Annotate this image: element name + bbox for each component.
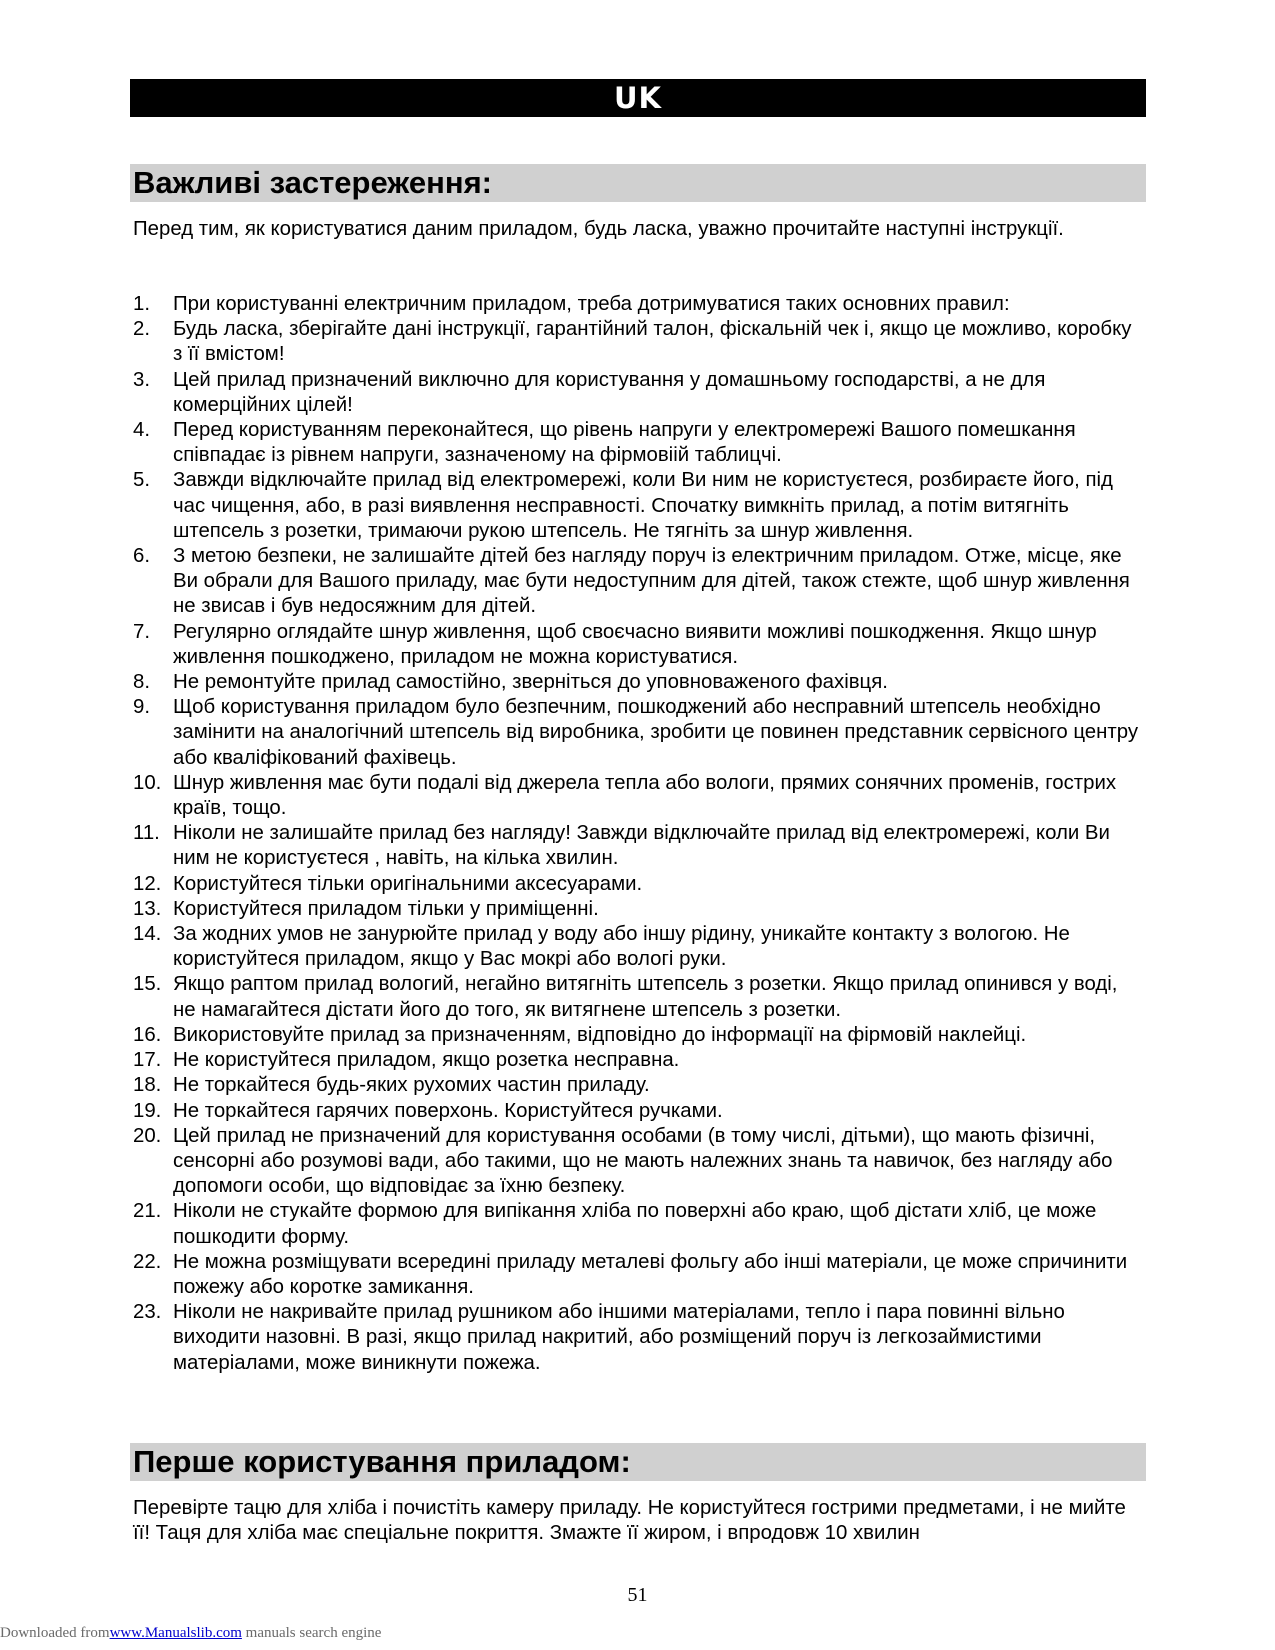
footer-prefix: Downloaded from xyxy=(0,1625,110,1641)
list-item-text: Не торкайтеся будь-яких рухомих частин приладу. xyxy=(173,1074,650,1097)
list-item xyxy=(133,1124,1145,1200)
list-item-text: Регулярно оглядайте шнур живлення, щоб своєчасно виявити можливі пошкодження. Якщо шнур живлення пошкоджено, приладом не можна користуватися. xyxy=(173,620,1097,668)
list-item-number: 10. xyxy=(133,771,162,794)
list-item-number: 6. xyxy=(133,545,151,568)
list-item-text: Не користуйтеся приладом, якщо розетка несправна. xyxy=(173,1049,680,1072)
list-item-number: 22. xyxy=(133,1250,162,1273)
section-heading-warnings: Важливі застереження: xyxy=(130,164,1146,202)
list-item-text: Ніколи не накривайте прилад рушником або іншими матеріалами, тепло і пара повинні вільно виходити назовні. В разі, якщо прилад накритий, або розміщений поруч із легкозаймистими матеріалами, може виникнути пожежа. xyxy=(173,1301,1065,1374)
list-item-number: 21. xyxy=(133,1200,162,1223)
list-item-number: 20. xyxy=(133,1124,162,1147)
footer-suffix: manuals search engine xyxy=(241,1625,382,1641)
manualslib-link[interactable]: www.Manualslib.com xyxy=(109,1625,242,1641)
list-item-number: 4. xyxy=(133,419,151,442)
list-item xyxy=(133,544,1145,620)
list-item-text: Шнур живлення має бути подалі від джерела тепла або вологи, прямих сонячних променів, гострих країв, тощо. xyxy=(173,771,1117,820)
list-item-text: Будь ласка, зберігайте дані інструкції, гарантійний талон, фіскальній чек і, якщо це можливо, коробку з її вмістом! xyxy=(173,318,1132,366)
list-item xyxy=(133,1250,1145,1300)
list-item-text: З метою безпеки, не залишайте дітей без нагляду поруч із електричним приладом. Отже, місце, яке Ви обрали для Вашого приладу, має бути недоступним для дітей, також стежте, щоб шнур живлення не звисав і був недосяжним для дітей. xyxy=(173,545,1130,618)
list-item-text: Не торкайтеся гарячих поверхонь. Користуйтеся ручками. xyxy=(173,1099,723,1122)
list-item-number: 11. xyxy=(133,822,160,845)
list-item-text: Ніколи не стукайте формою для випікання хліба по поверхні або краю, щоб дістати хліб, це може пошкодити форму. xyxy=(173,1200,1097,1248)
list-item xyxy=(133,897,1145,922)
page-number: 51 xyxy=(627,1584,648,1606)
list-item xyxy=(133,922,1145,972)
list-item xyxy=(133,368,1145,418)
list-item-number: 7. xyxy=(133,620,151,643)
list-item-number: 9. xyxy=(133,696,151,719)
warnings-intro: Перед тим, як користуватися даним приладом, будь ласка, уважно прочитайте наступні інструкції. xyxy=(133,218,1064,240)
list-item xyxy=(133,1048,1145,1073)
list-item-text: Не ремонтуйте прилад самостійно, зверніться до уповноваженого фахівця. xyxy=(173,671,888,694)
list-item-text: Якщо раптом прилад вологий, негайно витягніть штепсель з розетки. Якщо прилад опинився у воді, не намагайтеся дістати його до того, як витягнене штепсель з розетки. xyxy=(173,973,1118,1021)
list-item-text: Не можна розміщувати всередині приладу металеві фольгу або інші матеріали, це може спричинити пожежу або коротке замикання. xyxy=(173,1250,1128,1298)
list-item-text: Перед користуванням переконайтеся, що рівень напруги у електромережі Вашого помешкання співпадає із рівнем напруги, зазначеному на фірмовіій таблицчі. xyxy=(173,419,1076,467)
list-item xyxy=(133,670,1145,695)
list-item xyxy=(133,418,1145,468)
list-item xyxy=(133,821,1145,871)
language-header-bar xyxy=(130,79,1146,117)
list-item-text: Цей прилад призначений виключно для користування у домашньому господарстві, а не для комерційних цілей! xyxy=(173,368,1046,416)
list-item xyxy=(133,695,1145,771)
list-item-text: Цей прилад не призначений для користування особами (в тому числі, дітьми), що мають фізичні, сенсорні або розумові вади, або такими, що не мають належних знань та навичок, без нагляду або допомоги особи, що відповідає за їхню безпеку. xyxy=(173,1124,1113,1198)
list-item-text: Щоб користування приладом було безпечним, пошкоджений або несправний штепсель необхідно замінити на аналогічний штепсель від виробника, зробити це повинен представник сервісного центру або кваліфікований фахівець. xyxy=(173,696,1139,769)
list-item-text: При користуванні електричним приладом, треба дотримуватися таких основних правил: xyxy=(173,293,1010,315)
list-item-number: 13. xyxy=(133,897,162,920)
list-item-number: 16. xyxy=(133,1023,162,1046)
list-item xyxy=(133,317,1145,367)
warnings-list xyxy=(133,292,1145,1376)
list-item-number: 17. xyxy=(133,1049,162,1072)
list-item xyxy=(133,872,1145,897)
list-item-number: 5. xyxy=(133,469,151,492)
list-item xyxy=(133,1300,1145,1376)
list-item-text: За жодних умов не занурюйте прилад у воду або іншу рідину, уникайте контакту з вологою. Не користуйтеся приладом, якщо у Вас мокрі або вологі руки. xyxy=(173,923,1070,971)
section-heading-first-use: Перше користування приладом: xyxy=(130,1443,1146,1481)
list-item-text: Ніколи не залишайте прилад без нагляду! Завжди відключайте прилад від електромережі, коли Ви ним не користуєтеся , навіть, на кілька хвилин. xyxy=(173,822,1110,870)
list-item xyxy=(133,972,1145,1022)
list-item-number: 3. xyxy=(133,368,151,391)
list-item-number: 15. xyxy=(133,973,162,996)
list-item xyxy=(133,292,1145,317)
list-item-number: 12. xyxy=(133,872,162,895)
list-item-text: Користуйтеся приладом тільки у приміщенні. xyxy=(173,897,599,920)
list-item xyxy=(133,1099,1145,1124)
language-code: UK xyxy=(613,81,663,115)
download-footer xyxy=(0,1625,381,1642)
list-item-number: 23. xyxy=(133,1301,162,1324)
list-item-number: 8. xyxy=(133,671,151,694)
list-item xyxy=(133,1073,1145,1098)
list-item-text: Завжди відключайте прилад від електромережі, коли Ви ним не користуєтеся, розбираєте його, під час чищення, або, в разі виявлення несправності. Спочатку вимкніть прилад, а потім витягніть штепсель з розетки, тримаючи рукою штепсель. Не тягніть за шнур живлення. xyxy=(173,469,1113,542)
first-use-paragraph: Перевірте тацю для хліба і почистіть камеру приладу. Не користуйтеся гострими предметами, і не мийте її! Таця для хліба має спеціальне покриття. Змажте її жиром, і впродовж 10 хвилин xyxy=(133,1497,1126,1545)
list-item-number: 14. xyxy=(133,923,162,946)
list-item xyxy=(133,468,1145,544)
list-item-number: 18. xyxy=(133,1074,162,1097)
list-item-number: 1. xyxy=(133,293,151,315)
list-item xyxy=(133,620,1145,670)
list-item-text: Використовуйте прилад за призначенням, відповідно до інформації на фірмовій наклейці. xyxy=(173,1023,1027,1046)
list-item-text: Користуйтеся тільки оригінальними аксесуарами. xyxy=(173,872,643,895)
list-item xyxy=(133,1199,1145,1249)
list-item-number: 19. xyxy=(133,1099,162,1122)
list-item xyxy=(133,1023,1145,1048)
list-item xyxy=(133,771,1145,821)
list-item-number: 2. xyxy=(133,318,151,341)
